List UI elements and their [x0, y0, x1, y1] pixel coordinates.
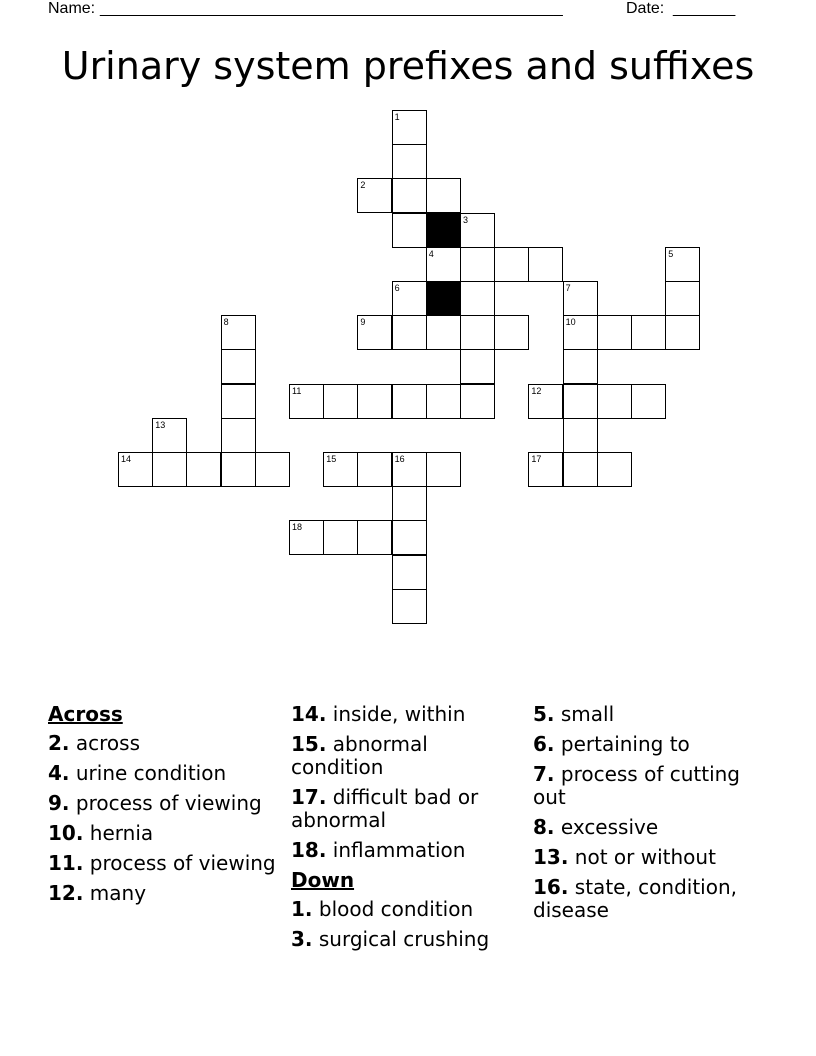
clue-text: process of viewing — [75, 791, 262, 815]
grid-cell[interactable] — [357, 520, 392, 555]
clue-item — [291, 786, 526, 832]
clue-text: difficult bad or abnormal — [291, 785, 479, 832]
clue-text: not or without — [574, 845, 716, 869]
grid-block — [426, 281, 461, 316]
grid-cell[interactable] — [426, 315, 461, 350]
grid-cell[interactable] — [426, 384, 461, 419]
clue-column-3 — [533, 703, 773, 929]
cell-number: 18 — [292, 522, 303, 533]
clue-item — [533, 876, 773, 922]
grid-cell[interactable] — [255, 452, 290, 487]
clue-item — [48, 792, 283, 815]
grid-cell[interactable] — [323, 452, 358, 487]
cell-number: 10 — [565, 317, 576, 328]
clue-item — [291, 733, 526, 779]
name-label: Name: — [48, 0, 96, 17]
clue-text: state, condition, disease — [533, 875, 738, 922]
grid-cell[interactable] — [631, 384, 666, 419]
clue-item — [291, 839, 526, 862]
grid-cell[interactable] — [289, 520, 324, 555]
clue-number: 11. — [48, 851, 84, 875]
grid-cell[interactable] — [460, 213, 495, 248]
clue-number: 7. — [533, 762, 555, 786]
clue-number: 6. — [533, 732, 555, 756]
clue-item — [533, 733, 773, 756]
clue-text: surgical crushing — [318, 927, 490, 951]
clue-text: urine condition — [75, 761, 227, 785]
grid-cell[interactable] — [118, 452, 153, 487]
clue-number: 1. — [291, 897, 313, 921]
clue-item — [48, 882, 283, 905]
grid-cell[interactable] — [392, 315, 427, 350]
grid-cell[interactable] — [528, 452, 563, 487]
cell-number: 6 — [394, 283, 400, 293]
clue-item — [48, 822, 283, 845]
cell-number: 7 — [565, 283, 571, 293]
grid-cell[interactable] — [392, 144, 427, 179]
down-heading: Down — [291, 868, 355, 892]
grid-cell[interactable] — [460, 349, 495, 384]
grid-cell[interactable] — [665, 247, 700, 282]
clue-column-1 — [48, 703, 283, 912]
clue-item — [533, 703, 773, 726]
clue-item — [291, 703, 526, 726]
clue-item — [48, 852, 283, 875]
clue-text: process of viewing — [89, 851, 276, 875]
grid-cell[interactable] — [392, 213, 427, 248]
across-heading: Across — [48, 702, 123, 726]
grid-cell[interactable] — [357, 315, 392, 350]
clue-number: 17. — [291, 785, 327, 809]
clue-text: abnormal condition — [291, 732, 428, 779]
grid-cell[interactable] — [563, 452, 598, 487]
grid-cell[interactable] — [357, 452, 392, 487]
clue-text: small — [560, 702, 615, 726]
grid-cell[interactable] — [460, 315, 495, 350]
grid-cell[interactable] — [186, 452, 221, 487]
clue-item — [533, 846, 773, 869]
cell-number: 3 — [463, 214, 469, 225]
clue-item — [48, 732, 283, 755]
clue-text: inside, within — [332, 702, 466, 726]
grid-cell[interactable] — [221, 384, 256, 419]
clue-text: many — [89, 881, 147, 905]
cell-number: 15 — [326, 454, 337, 464]
clue-item — [48, 762, 283, 785]
clue-number: 12. — [48, 881, 84, 905]
grid-cell[interactable] — [392, 589, 427, 624]
grid-cell[interactable] — [460, 384, 495, 419]
grid-cell[interactable] — [460, 281, 495, 316]
grid-cell[interactable] — [152, 452, 187, 487]
date-label: Date: — [626, 0, 665, 17]
grid-cell[interactable] — [357, 178, 392, 213]
grid-cell[interactable] — [357, 384, 392, 419]
clue-item — [291, 928, 526, 951]
clue-text: inflammation — [332, 838, 466, 862]
page-title: Urinary system prefixes and suffixes — [61, 44, 755, 88]
cell-number: 5 — [668, 248, 674, 259]
cell-number: 12 — [531, 385, 542, 396]
clue-number: 9. — [48, 791, 70, 815]
clue-number: 8. — [533, 815, 555, 839]
cell-number: 2 — [360, 180, 366, 191]
grid-cell[interactable] — [323, 384, 358, 419]
grid-cell[interactable] — [152, 418, 187, 453]
grid-cell[interactable] — [665, 281, 700, 316]
grid-cell[interactable] — [323, 520, 358, 555]
clue-text: process of cutting out — [533, 762, 741, 809]
grid-cell[interactable] — [392, 486, 427, 521]
grid-cell[interactable] — [460, 247, 495, 282]
clue-number: 14. — [291, 702, 327, 726]
clue-text: pertaining to — [560, 732, 690, 756]
clue-column-2 — [291, 703, 526, 958]
cell-number: 14 — [121, 454, 132, 464]
grid-cell[interactable] — [289, 384, 324, 419]
clue-number: 4. — [48, 761, 70, 785]
name-line: ____________________________________________________ — [100, 0, 563, 17]
grid-cell[interactable] — [426, 247, 461, 282]
grid-cell[interactable] — [665, 315, 700, 350]
cell-number: 16 — [394, 454, 405, 464]
clue-text: blood condition — [318, 897, 474, 921]
grid-cell[interactable] — [597, 452, 632, 487]
clue-number: 5. — [533, 702, 555, 726]
clue-text: hernia — [89, 821, 154, 845]
grid-cell[interactable] — [392, 452, 427, 487]
clue-number: 13. — [533, 845, 569, 869]
clue-number: 18. — [291, 838, 327, 862]
grid-cell[interactable] — [563, 418, 598, 453]
grid-cell[interactable] — [563, 384, 598, 419]
grid-cell[interactable] — [563, 281, 598, 316]
clue-number: 2. — [48, 731, 70, 755]
clue-item — [533, 816, 773, 839]
grid-cell[interactable] — [528, 384, 563, 419]
grid-cell[interactable] — [392, 178, 427, 213]
grid-cell[interactable] — [392, 281, 427, 316]
grid-cell[interactable] — [392, 384, 427, 419]
grid-cell[interactable] — [597, 315, 632, 350]
cell-number: 11 — [292, 385, 302, 396]
cell-number: 1 — [394, 112, 400, 122]
grid-cell[interactable] — [631, 315, 666, 350]
cell-number: 13 — [155, 419, 166, 430]
cell-number: 17 — [531, 454, 542, 464]
grid-cell[interactable] — [563, 315, 598, 350]
clue-item — [291, 898, 526, 921]
grid-cell[interactable] — [494, 247, 529, 282]
grid-cell[interactable] — [221, 315, 256, 350]
grid-cell[interactable] — [528, 247, 563, 282]
grid-cell[interactable] — [221, 349, 256, 384]
grid-cell[interactable] — [392, 110, 427, 145]
grid-cell[interactable] — [392, 520, 427, 555]
clue-number: 15. — [291, 732, 327, 756]
grid-cell[interactable] — [392, 555, 427, 590]
clue-number: 10. — [48, 821, 84, 845]
clue-item — [533, 763, 773, 809]
grid-cell[interactable] — [221, 452, 256, 487]
grid-cell[interactable] — [426, 178, 461, 213]
grid-cell[interactable] — [597, 384, 632, 419]
clue-number: 16. — [533, 875, 569, 899]
date-line: _______ — [673, 0, 736, 17]
grid-block — [426, 213, 461, 248]
grid-cell[interactable] — [221, 418, 256, 453]
grid-cell[interactable] — [563, 349, 598, 384]
cell-number: 9 — [360, 317, 366, 328]
grid-cell[interactable] — [494, 315, 529, 350]
clue-text: across — [75, 731, 140, 755]
clue-text: excessive — [560, 815, 659, 839]
grid-cell[interactable] — [426, 452, 461, 487]
clue-number: 3. — [291, 927, 313, 951]
cell-number: 4 — [428, 248, 434, 259]
cell-number: 8 — [223, 317, 229, 328]
